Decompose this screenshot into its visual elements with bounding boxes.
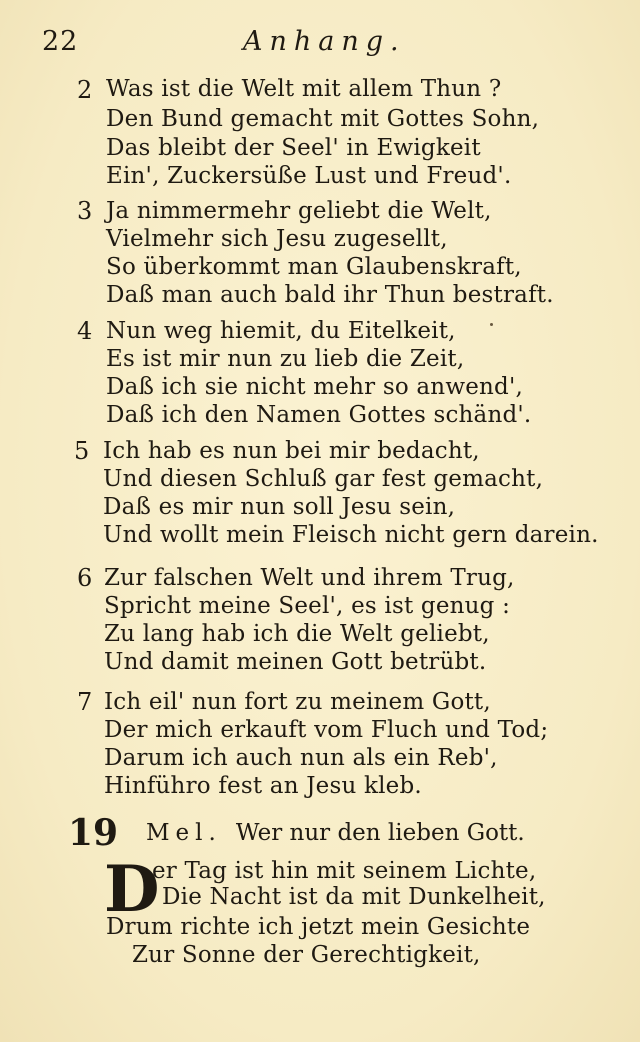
- verse-line: So überkommt man Glaubenskraft,: [106, 254, 522, 280]
- verse-line: Vielmehr sich Jesu zugesellt,: [106, 226, 448, 252]
- melody-label: Mel.: [146, 820, 222, 846]
- page-number: 22: [42, 26, 79, 57]
- verse-number: 4: [77, 317, 93, 345]
- verse-line: Spricht meine Seel', es ist genug :: [104, 593, 511, 619]
- verse-line: Daß ich sie nicht mehr so anwend',: [106, 374, 523, 400]
- melody-title: Wer nur den lieben Gott.: [235, 820, 525, 846]
- verse-number: 7: [77, 688, 93, 716]
- paper-speck: [490, 323, 493, 326]
- verse-line: Ein', Zuckersüße Lust und Freud'.: [106, 163, 512, 189]
- verse-line: Zu lang hab ich die Welt geliebt,: [104, 621, 490, 647]
- verse-line: Der mich erkauft vom Fluch und Tod;: [104, 717, 549, 743]
- verse-number: 6: [77, 564, 93, 592]
- verse-line: Was ist die Welt mit allem Thun ?: [106, 76, 502, 102]
- hymn-line: Die Nacht ist da mit Dunkelheit,: [162, 884, 546, 910]
- hymn-number: 19: [68, 812, 119, 854]
- verse-line: Den Bund gemacht mit Gottes Sohn,: [106, 106, 540, 132]
- hymn-line: er Tag ist hin mit seinem Lichte,: [152, 858, 537, 884]
- verse-line: Daß es mir nun soll Jesu sein,: [103, 494, 456, 520]
- verse-number: 2: [77, 76, 93, 104]
- verse-line: Und damit meinen Gott betrübt.: [104, 649, 487, 675]
- verse-line: Hinführo fest an Jesu kleb.: [104, 773, 422, 799]
- verse-line: Ich eil' nun fort zu meinem Gott,: [104, 689, 491, 715]
- verse-number: 5: [74, 437, 90, 465]
- verse-line: Das bleibt der Seel' in Ewigkeit: [106, 135, 481, 161]
- verse-line: Darum ich auch nun als ein Reb',: [104, 745, 498, 771]
- verse-line: Nun weg hiemit, du Eitelkeit,: [106, 318, 456, 344]
- melody-line: [146, 820, 525, 846]
- verse-line: Daß ich den Namen Gottes schänd'.: [106, 402, 532, 428]
- verse-number: 3: [77, 197, 93, 225]
- verse-line: Daß man auch bald ihr Thun bestraft.: [106, 282, 554, 308]
- hymn-line: Drum richte ich jetzt mein Gesichte: [106, 914, 531, 940]
- verse-line: Ich hab es nun bei mir bedacht,: [103, 438, 480, 464]
- drop-cap: D: [104, 852, 160, 927]
- hymn-line: Zur Sonne der Gerechtigkeit,: [132, 942, 481, 968]
- verse-line: Zur falschen Welt und ihrem Trug,: [104, 565, 515, 591]
- verse-line: Und wollt mein Fleisch nicht gern darein.: [103, 522, 599, 548]
- verse-line: Und diesen Schluß gar fest gemacht,: [103, 466, 544, 492]
- page-header: [0, 26, 640, 66]
- running-head: Anhang.: [243, 26, 406, 57]
- verse-line: Es ist mir nun zu lieb die Zeit,: [106, 346, 465, 372]
- verse-line: Ja nimmermehr geliebt die Welt,: [106, 198, 492, 224]
